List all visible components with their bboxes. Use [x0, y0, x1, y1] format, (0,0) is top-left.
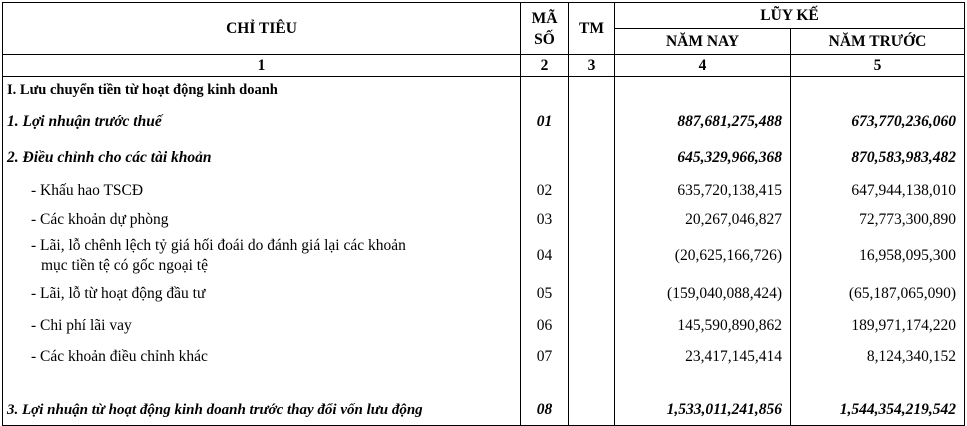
row-prior: 647,944,138,010	[791, 176, 965, 206]
table-header	[3, 3, 965, 77]
row-tm	[569, 396, 615, 426]
row-label-line1: - Lãi, lỗ chênh lệch tỷ giá hối đoái do đánh giá lại các khoản	[31, 236, 406, 254]
row-prior: 72,773,300,890	[791, 206, 965, 234]
row-tm	[569, 234, 615, 278]
header-chi-tieu: CHỈ TIÊU	[3, 3, 521, 55]
row-code	[521, 140, 569, 176]
row-prior: 870,583,983,482	[791, 140, 965, 176]
row-code: 05	[521, 278, 569, 310]
row-label: - Chi phí lãi vay	[3, 310, 521, 342]
cash-flow-table	[2, 2, 965, 426]
table-spacer-row	[3, 372, 965, 396]
header-nam-nay: NĂM NAY	[615, 29, 791, 55]
row-prior	[791, 77, 965, 104]
row-code: 06	[521, 310, 569, 342]
table-row	[3, 104, 965, 140]
row-current: (159,040,088,424)	[615, 278, 791, 310]
row-current: 635,720,138,415	[615, 176, 791, 206]
row-current: 23,417,145,414	[615, 342, 791, 372]
row-current: (20,625,166,726)	[615, 234, 791, 278]
row-prior: 16,958,095,300	[791, 234, 965, 278]
table-row	[3, 342, 965, 372]
row-tm	[569, 104, 615, 140]
spacer-cell	[521, 372, 569, 396]
table-row	[3, 310, 965, 342]
row-code	[521, 77, 569, 104]
row-prior: (65,187,065,090)	[791, 278, 965, 310]
header-ma-so: MÃ SỐ	[521, 3, 569, 55]
header-tm: TM	[569, 3, 615, 55]
row-code: 03	[521, 206, 569, 234]
row-current: 887,681,275,488	[615, 104, 791, 140]
table-row	[3, 140, 965, 176]
row-label: - Các khoản điều chỉnh khác	[3, 342, 521, 372]
table-body	[3, 77, 965, 426]
row-label: - Khấu hao TSCĐ	[3, 176, 521, 206]
row-tm	[569, 176, 615, 206]
row-tm	[569, 206, 615, 234]
spacer-cell	[569, 372, 615, 396]
row-code: 01	[521, 104, 569, 140]
column-number: 4	[615, 55, 791, 77]
column-number: 5	[791, 55, 965, 77]
row-code: 08	[521, 396, 569, 426]
row-current: 1,533,011,241,856	[615, 396, 791, 426]
table-row	[3, 77, 965, 104]
row-code: 04	[521, 234, 569, 278]
column-number: 1	[3, 55, 521, 77]
row-current	[615, 77, 791, 104]
column-number: 2	[521, 55, 569, 77]
table-row	[3, 278, 965, 310]
row-prior: 189,971,174,220	[791, 310, 965, 342]
table-row	[3, 396, 965, 426]
row-label: - Lãi, lỗ từ hoạt động đầu tư	[3, 278, 521, 310]
row-tm	[569, 140, 615, 176]
header-nam-truoc: NĂM TRƯỚC	[791, 29, 965, 55]
row-tm	[569, 77, 615, 104]
row-code: 07	[521, 342, 569, 372]
row-label: I. Lưu chuyển tiền từ hoạt động kinh doanh	[3, 77, 521, 104]
row-prior: 1,544,354,219,542	[791, 396, 965, 426]
row-current: 145,590,890,862	[615, 310, 791, 342]
row-tm	[569, 310, 615, 342]
table-row	[3, 206, 965, 234]
row-code: 02	[521, 176, 569, 206]
row-label-line2: mục tiền tệ có gốc ngoại tệ	[41, 256, 208, 274]
row-tm	[569, 278, 615, 310]
row-label: 1. Lợi nhuận trước thuế	[3, 104, 521, 140]
spacer-cell	[791, 372, 965, 396]
row-current: 20,267,046,827	[615, 206, 791, 234]
row-label: - Các khoản dự phòng	[3, 206, 521, 234]
row-prior: 8,124,340,152	[791, 342, 965, 372]
spacer-cell	[3, 372, 521, 396]
table-row	[3, 234, 965, 278]
column-number: 3	[569, 55, 615, 77]
spacer-cell	[615, 372, 791, 396]
table-row	[3, 176, 965, 206]
row-current: 645,329,966,368	[615, 140, 791, 176]
row-prior: 673,770,236,060	[791, 104, 965, 140]
row-label	[3, 234, 521, 278]
row-tm	[569, 342, 615, 372]
header-luy-ke: LŨY KẾ	[615, 3, 965, 29]
row-label: 3. Lợi nhuận từ hoạt động kinh doanh trước thay đổi vốn lưu động	[3, 396, 521, 426]
row-label: 2. Điều chỉnh cho các tài khoản	[3, 140, 521, 176]
